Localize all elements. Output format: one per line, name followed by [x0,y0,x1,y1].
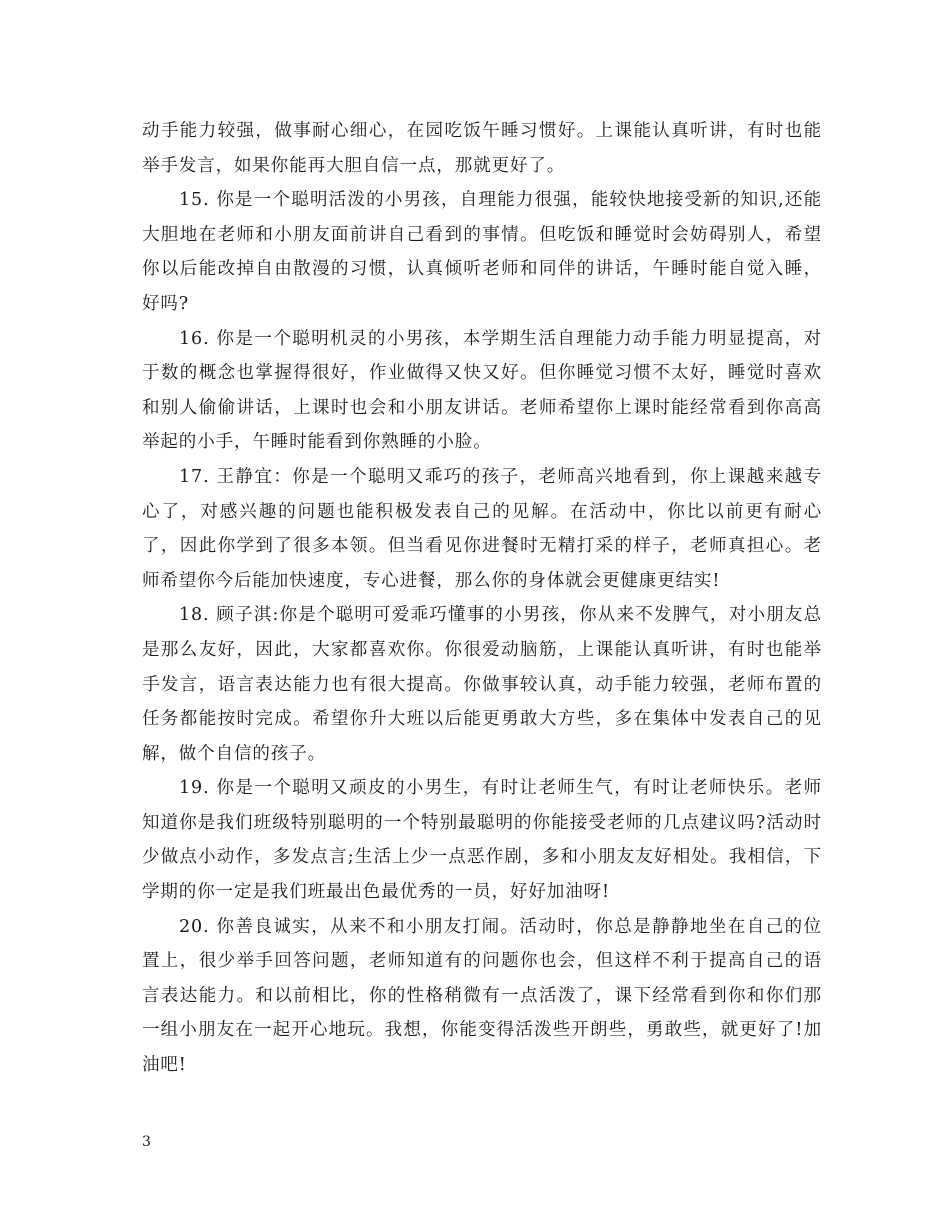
paragraph-item-15: 15. 你是一个聪明活泼的小男孩，自理能力很强，能较快地接受新的知识,还能大胆地在老师和小朋友面前讲自己看到的事情。但吃饭和睡觉时会妨碍别人，希望你以后能改掉自由散漫的习惯，认真倾听老师和同伴的讲话，午睡时能自觉入睡，好吗? [142,190,822,314]
paragraph-item-19: 19. 你是一个聪明又顽皮的小男生，有时让老师生气，有时让老师快乐。老师知道你是我们班级特别聪明的一个特别最聪明的你能接受老师的几点建议吗?活动时少做点小动作，多发点言;生活上少一点恶作剧，多和小朋友友好相处。我相信，下学期的你一定是我们班最出色最优秀的一员，好好加油呀! [142,778,822,903]
document-body [142,114,822,1083]
paragraph-item-18: 18. 顾子淇:你是个聪明可爱乖巧懂事的小男孩，你从来不发脾气，对小朋友总是那么友好，因此，大家都喜欢你。你很爱动脑筋，上课能认真听讲，有时也能举手发言，语言表达能力也有很大提高。你做事较认真，动手能力较强，老师布置的任务都能按时完成。希望你升大班以后能更勇敢大方些，多在集体中发表自己的见解，做个自信的孩子。 [142,605,822,764]
paragraph-item-16: 16. 你是一个聪明机灵的小男孩，本学期生活自理能力动手能力明显提高，对于数的概念也掌握得很好，作业做得又快又好。但你睡觉习惯不太好，睡觉时喜欢和别人偷偷讲话，上课时也会和小朋友讲话。老师希望你上课时能经常看到你高高举起的小手，午睡时能看到你熟睡的小脸。 [142,328,822,453]
page-number: 3 [142,1134,151,1150]
paragraph-continuation: 动手能力较强，做事耐心细心，在园吃饭午睡习惯好。上课能认真听讲，有时也能举手发言，如果你能再大胆自信一点，那就更好了。 [142,121,822,176]
paragraph-item-20: 20. 你善良诚实，从来不和小朋友打闹。活动时，你总是静静地坐在自己的位置上，很少举手回答问题，老师知道有的问题你也会，但这样不利于提高自己的语言表达能力。和以前相比，你的性格稍微有一点活泼了，课下经常看到你和你们那一组小朋友在一起开心地玩。我想，你能变得活泼些开朗些，勇敢些，就更好了!加油吧! [142,916,822,1076]
paragraph-item-17: 17. 王静宜：你是一个聪明又乖巧的孩子，老师高兴地看到，你上课越来越专心了，对感兴趣的问题也能积极发表自己的见解。在活动中，你比以前更有耐心了，因此你学到了很多本领。但当看见你进餐时无精打采的样子，老师真担心。老师希望你今后能加快速度，专心进餐，那么你的身体就会更健康更结实! [142,466,822,591]
